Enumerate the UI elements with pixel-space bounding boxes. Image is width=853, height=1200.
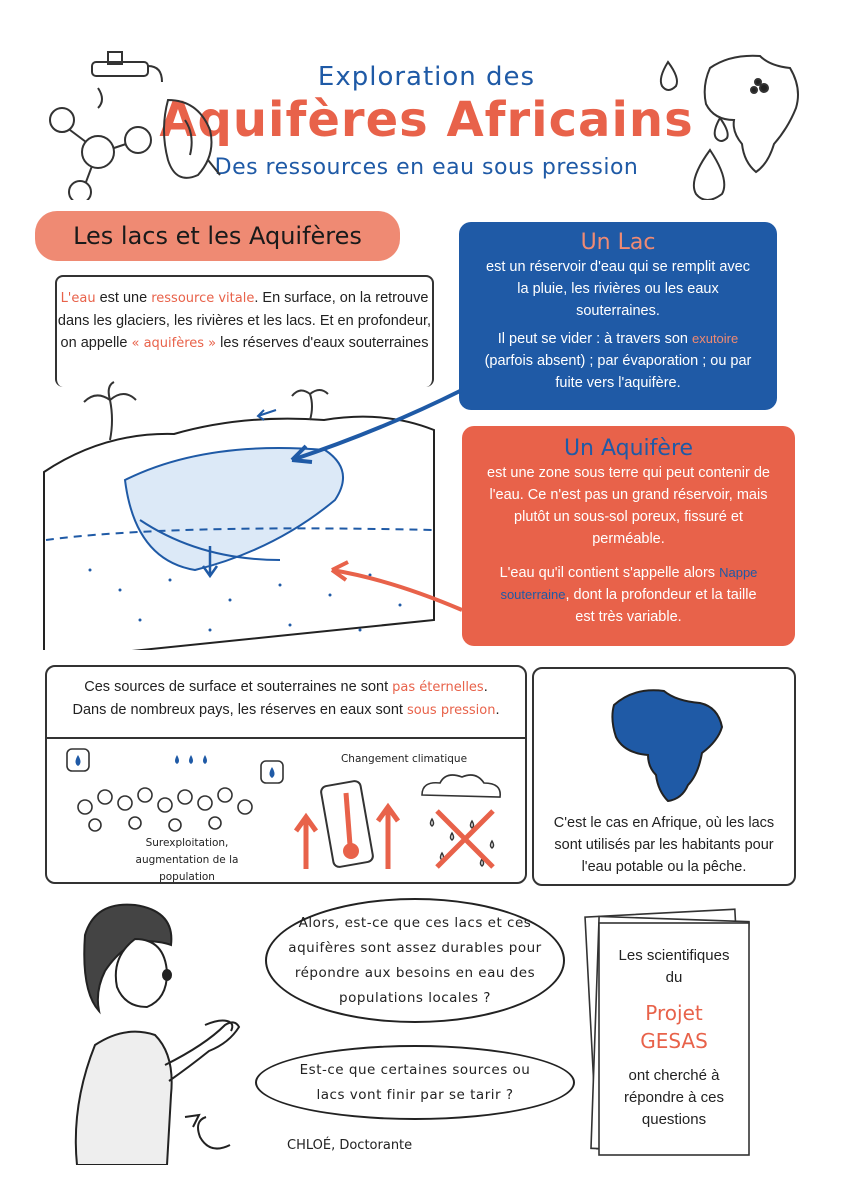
intro-text: les réserves d'eaux souterraines xyxy=(216,335,429,351)
intro-highlight-ressource: ressource vitale xyxy=(151,291,255,306)
aquifere-box xyxy=(462,426,795,646)
question-1-text: Alors, est-ce que ces lacs et ces aquifères sont assez durables pour répondre aux besoins en eau des populations locales ? xyxy=(288,914,542,1006)
header-doodles-right xyxy=(640,40,820,200)
water-drop-icon xyxy=(76,755,275,778)
aquifere-text2 xyxy=(462,550,795,628)
lac-heading: Un Lac xyxy=(580,230,656,255)
pressure-line2-end: . xyxy=(495,702,500,718)
subtitle: Des ressources en eau sous pression xyxy=(214,155,639,180)
cloud-icon xyxy=(422,775,500,797)
pressure-highlight-eternelles: pas éternelles xyxy=(392,680,484,695)
project-text-outro: ont cherché à répondre à ces questions xyxy=(623,1067,725,1128)
section-title: Les lacs et les Aquifères xyxy=(35,211,400,261)
body xyxy=(76,1032,172,1165)
cross-icon xyxy=(437,811,493,867)
aquifere-text2-part: , dont la profondeur et la taille est très variable. xyxy=(565,587,757,625)
tap-icon xyxy=(92,52,162,108)
africa-map-icon xyxy=(705,56,798,172)
arm-icon xyxy=(165,1022,239,1081)
intro-text: est une xyxy=(95,290,152,306)
lac-box xyxy=(459,222,777,410)
project-text-intro: Les scientifiques du xyxy=(618,947,730,986)
character-illustration xyxy=(55,895,265,1165)
root-icon xyxy=(164,100,220,178)
aquifere-text1: est une zone sous terre qui peut contenir de l'eau. Ce n'est pas un grand réservoir, mais plutôt un sous-sol poreux, fissuré et perméable. xyxy=(487,465,770,547)
question-2-text: Est-ce que certaines sources ou lacs vont finir par se tarir ? xyxy=(299,1061,531,1103)
pressure-line1: Ces sources de surface et souterraines ne sont xyxy=(84,679,393,695)
project-text xyxy=(599,945,749,1131)
pressure-line1-end: . xyxy=(483,679,488,695)
africa-box xyxy=(532,667,796,886)
pressure-box xyxy=(45,665,527,884)
lac-text2-part: (parfois absent) ; par évaporation ; ou par fuite vers l'aquifère. xyxy=(484,353,752,391)
pressure-text xyxy=(47,667,525,722)
intro-highlight-aquiferes: « aquifères » xyxy=(131,336,217,351)
curved-arrow-icon xyxy=(198,1117,230,1149)
lac-text2 xyxy=(459,322,777,394)
character-caption: CHLOÉ, Doctorante xyxy=(287,1138,413,1153)
population-illustration xyxy=(65,747,295,837)
climate-label: Changement climatique xyxy=(340,753,468,765)
header-doodles-left xyxy=(40,40,240,200)
lac-highlight-exutoire: exutoire xyxy=(691,331,739,346)
intro-box xyxy=(55,275,434,387)
population-label-line1: Surexploitation, xyxy=(145,837,229,849)
project-papers xyxy=(573,905,773,1165)
africa-map xyxy=(594,683,734,803)
lac-text1: est un réservoir d'eau qui se remplit avec la pluie, les rivières ou les eaux souterraines. xyxy=(486,259,750,319)
project-name: Projet GESAS xyxy=(640,1001,708,1053)
intro-text: . En surface, on la retrouve dans les glaciers, les rivières et les lacs. Et en profondeur, on appelle xyxy=(57,290,432,351)
title-top: Exploration des xyxy=(317,62,536,92)
population-label xyxy=(107,835,267,886)
lac-text2-part: Il peut se vider : à travers son xyxy=(497,331,692,347)
lake-aquifer-illustration xyxy=(30,380,500,650)
up-arrow-icon xyxy=(378,807,398,869)
molecule-icon xyxy=(50,108,151,200)
main-title: Aquifères Africains xyxy=(159,92,694,148)
pressure-line2: Dans de nombreux pays, les réserves en eaux sont xyxy=(72,702,407,718)
aquifere-highlight-nappe: Nappe souterraine xyxy=(500,565,758,602)
climate-illustration xyxy=(292,771,517,875)
pressure-highlight-pression: sous pression xyxy=(406,703,496,718)
aquifere-text2-part: L'eau qu'il contient s'appelle alors xyxy=(499,565,720,581)
thermometer-icon xyxy=(320,780,374,868)
speech-bubble-question-1 xyxy=(265,898,565,1023)
face xyxy=(116,939,167,1007)
intro-highlight-eau: L'eau xyxy=(60,291,96,306)
population-label-line2: augmentation de la population xyxy=(135,854,239,883)
water-drop-icon xyxy=(661,62,728,200)
aquifere-heading: Un Aquifère xyxy=(563,436,694,461)
up-arrow-icon xyxy=(296,817,316,869)
speech-bubble-question-2 xyxy=(255,1045,575,1120)
africa-text: C'est le cas en Afrique, où les lacs sont utilisés par les habitants pour l'eau potable ou la pêche. xyxy=(553,815,775,875)
divider xyxy=(47,737,525,739)
